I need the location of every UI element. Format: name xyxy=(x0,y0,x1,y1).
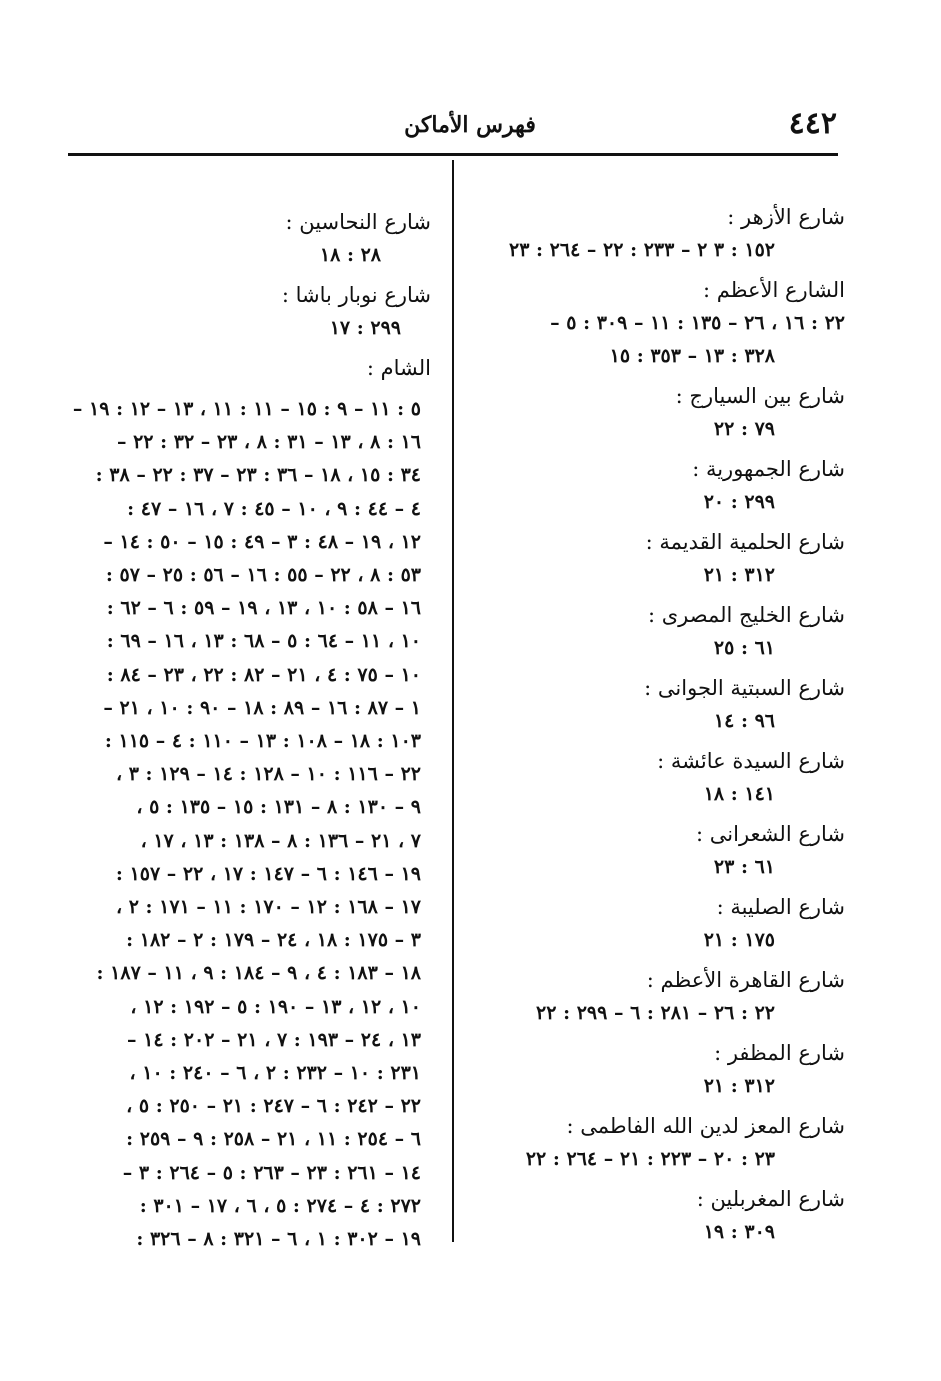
entry-heading: الشارع الأعظم : xyxy=(702,278,845,302)
reference-line: ١٣ ، ٢٤ – ١٩٣ : ٧ ، ٢١ – ٢٠٢ : ١٤ – xyxy=(127,1028,421,1051)
entry-heading: الشام : xyxy=(366,356,431,380)
entry-heading: شارع الشعرانى : xyxy=(696,822,845,846)
entry-heading: شارع المغربلين : xyxy=(696,1187,845,1211)
index-entry xyxy=(485,379,845,446)
index-entry xyxy=(485,1109,845,1176)
entry-heading: شارع السيدة عائشة : xyxy=(657,749,845,773)
reference-line: ٥ : ١١ – ٩ : ١٥ – ١١ : ١١ ، ١٣ – ١٢ : ١٩ – xyxy=(72,398,421,420)
reference-line: ١٩ – ٣٠٢ : ١ ، ٦ – ٣٢١ : ٨ – ٣٢٦ : xyxy=(136,1228,421,1251)
reference-line: ٥٣ : ٨ ، ٢٢ – ٥٥ : ١٦ – ٥٦ : ٢٥ – ٥٧ : xyxy=(105,564,421,587)
index-entry xyxy=(485,200,845,267)
reference-line: ١٠ – ٧٥ : ٤ ، ٢١ – ٨٢ : ٢٢ ، ٢٣ – ٨٤ : xyxy=(106,663,421,686)
reference-line: ٢٣١ : ١٠ – ٢٣٢ : ٢ ، ٦ – ٢٤٠ : ١٠ ، xyxy=(129,1062,421,1085)
index-entry xyxy=(485,1182,845,1249)
reference-line: ٧ ، ٢١ – ١٣٦ : ٨ – ١٣٨ : ١٣ ، ١٧ ، xyxy=(140,829,421,852)
entry-references: ٧٩ : ٢٢ xyxy=(713,418,775,440)
reference-line: ١٦ – ٥٨ : ١٠ ، ١٣ ، ١٩ – ٥٩ : ٦ – ٦٢ : xyxy=(106,597,421,620)
index-entry xyxy=(66,278,431,345)
index-entry xyxy=(485,744,845,811)
entry-references: ٢٩٩ : ١٧ xyxy=(329,317,401,339)
reference-line: ١٦ : ٨ ، ١٣ – ٣١ : ٨ ، ٢٣ – ٣٢ : ٢٢ – xyxy=(116,431,421,454)
index-entry xyxy=(66,351,431,1256)
index-entry xyxy=(485,452,845,519)
entry-references: ٢٢ : ١٦ ، ٢٦ – ١٣٥ : ١١ – ٣٠٩ : ٥ – xyxy=(550,312,845,334)
reference-line: ٢٧٢ : ٤ – ٢٧٤ : ٥ ، ٦ ، ١٧ – ٣٠١ : xyxy=(139,1194,421,1217)
entry-heading: شارع المظفر : xyxy=(714,1041,845,1065)
index-entry xyxy=(485,273,845,373)
entry-references: ٢٩٩ : ٢٠ xyxy=(703,491,775,513)
entry-references-block xyxy=(66,393,431,1256)
index-entry xyxy=(66,205,431,272)
entry-references: ٢٢ : ٢٦ – ٢٨١ : ٦ – ٢٩٩ : ٢٢ xyxy=(536,1002,775,1024)
entry-references: ١٥٢ : ٣ ٢ – ٢٣٣ : ٢٢ – ٢٦٤ : ٢٣ xyxy=(509,239,775,261)
reference-line: ١٩ – ١٤٦ : ٦ – ١٤٧ : ١٧ ، ٢٢ – ١٥٧ : xyxy=(115,862,421,885)
entry-references: ١٤١ : ١٨ xyxy=(703,783,775,805)
reference-line: ١٤ – ٢٦١ : ٢٣ – ٢٦٣ : ٥ – ٢٦٤ : ٣ – xyxy=(122,1161,421,1184)
page-number: ٤٤٢ xyxy=(788,106,837,141)
left-column xyxy=(66,205,431,1262)
reference-line: ١٠٣ : ١٨ – ١٠٨ : ١٣ – ١١٠ : ٤ – ١١٥ : xyxy=(104,730,421,753)
entry-heading: شارع الجمهورية : xyxy=(692,457,845,481)
reference-line: ٣ – ١٧٥ : ١٨ ، ٢٤ – ١٧٩ : ٢ – ١٨٢ : xyxy=(126,929,421,952)
index-entry xyxy=(485,817,845,884)
reference-line: ٤ – ٤٤ : ٩ ، ١٠ – ٤٥ : ٧ ، ١٦ – ٤٧ : xyxy=(127,497,421,520)
entry-heading: شارع السبتية الجوانى : xyxy=(644,676,845,700)
entry-heading: شارع المعز لدين الله الفاطمى : xyxy=(566,1114,845,1138)
index-entry xyxy=(485,525,845,592)
reference-line: ٩ – ١٣٠ : ٨ – ١٣١ : ١٥ – ١٣٥ : ٥ ، xyxy=(136,796,421,819)
right-column xyxy=(485,200,845,1255)
entry-references: ٣٢٨ : ١٣ – ٣٥٣ : ١٥ xyxy=(609,345,775,367)
column-divider xyxy=(452,160,454,1242)
reference-line: ١٨ – ١٨٣ : ٤ ، ٩ – ١٨٤ : ٩ ، ١١ – ١٨٧ : xyxy=(96,962,421,985)
reference-line: ١٧ – ١٦٨ : ١٢ – ١٧٠ : ١١ – ١٧١ : ٢ ، xyxy=(115,896,421,919)
entry-references: ٢٨ : ١٨ xyxy=(319,244,381,266)
entry-heading: شارع بين السيارج : xyxy=(675,384,845,408)
entry-references: ٣١٢ : ٢١ xyxy=(703,1075,775,1097)
entry-references: ٢٣ : ٢٠ – ٢٢٣ : ٢١ – ٢٦٤ : ٢٢ xyxy=(525,1148,775,1170)
entry-references: ٦١ : ٢٣ xyxy=(713,856,775,878)
entry-references: ١٧٥ : ٢١ xyxy=(703,929,775,951)
index-entry xyxy=(485,598,845,665)
entry-references: ٣٠٩ : ١٩ xyxy=(703,1221,775,1243)
reference-line: ١٢ ، ١٩ – ٤٨ : ٣ – ٤٩ : ١٥ – ٥٠ : ١٤ – xyxy=(103,530,421,553)
running-title: فهرس الأماكن xyxy=(404,112,536,138)
reference-line: ١ – ٨٧ : ١٦ – ٨٩ : ١٨ – ٩٠ : ١٠ ، ٢١ – xyxy=(103,696,421,719)
reference-line: ٦ – ٢٥٤ : ١١ ، ٢١ – ٢٥٨ : ٩ – ٢٥٩ : xyxy=(126,1128,421,1151)
entry-references: ٩٦ : ١٤ xyxy=(713,710,775,732)
entry-heading: شارع الحلمية القديمة : xyxy=(645,530,845,554)
entry-heading: شارع الخليج المصرى : xyxy=(647,603,845,627)
entry-heading: شارع الصليبة : xyxy=(716,895,845,919)
reference-line: ٢٢ – ١١٦ : ١٠ – ١٢٨ : ١٤ – ١٢٩ : ٣ ، xyxy=(115,763,421,786)
entry-heading: شارع الأزهر : xyxy=(727,205,845,229)
index-entry xyxy=(485,1036,845,1103)
entry-heading: شارع القاهرة الأعظم : xyxy=(646,968,845,992)
index-entry xyxy=(485,963,845,1030)
index-entry xyxy=(485,890,845,957)
entry-references: ٦١ : ٢٥ xyxy=(713,637,775,659)
header-rule xyxy=(68,153,838,156)
reference-line: ٢٢ – ٢٤٢ : ٦ – ٢٤٧ : ٢١ – ٢٥٠ : ٥ ، xyxy=(126,1095,421,1118)
index-entry xyxy=(485,671,845,738)
entry-references: ٣١٢ : ٢١ xyxy=(703,564,775,586)
entry-heading: شارع نوبار باشا : xyxy=(281,283,431,307)
entry-heading: شارع النحاسين : xyxy=(285,210,431,234)
reference-line: ١٠ ، ١٢ ، ١٣ – ١٩٠ : ٥ – ١٩٢ : ١٢ ، xyxy=(130,995,421,1018)
reference-line: ١٠ ، ١١ – ٦٤ : ٥ – ٦٨ : ١٣ ، ١٦ – ٦٩ : xyxy=(106,630,421,653)
reference-line: ٣٤ : ١٥ ، ١٨ – ٣٦ : ٢٣ – ٣٧ : ٢٢ – ٣٨ : xyxy=(95,464,421,487)
